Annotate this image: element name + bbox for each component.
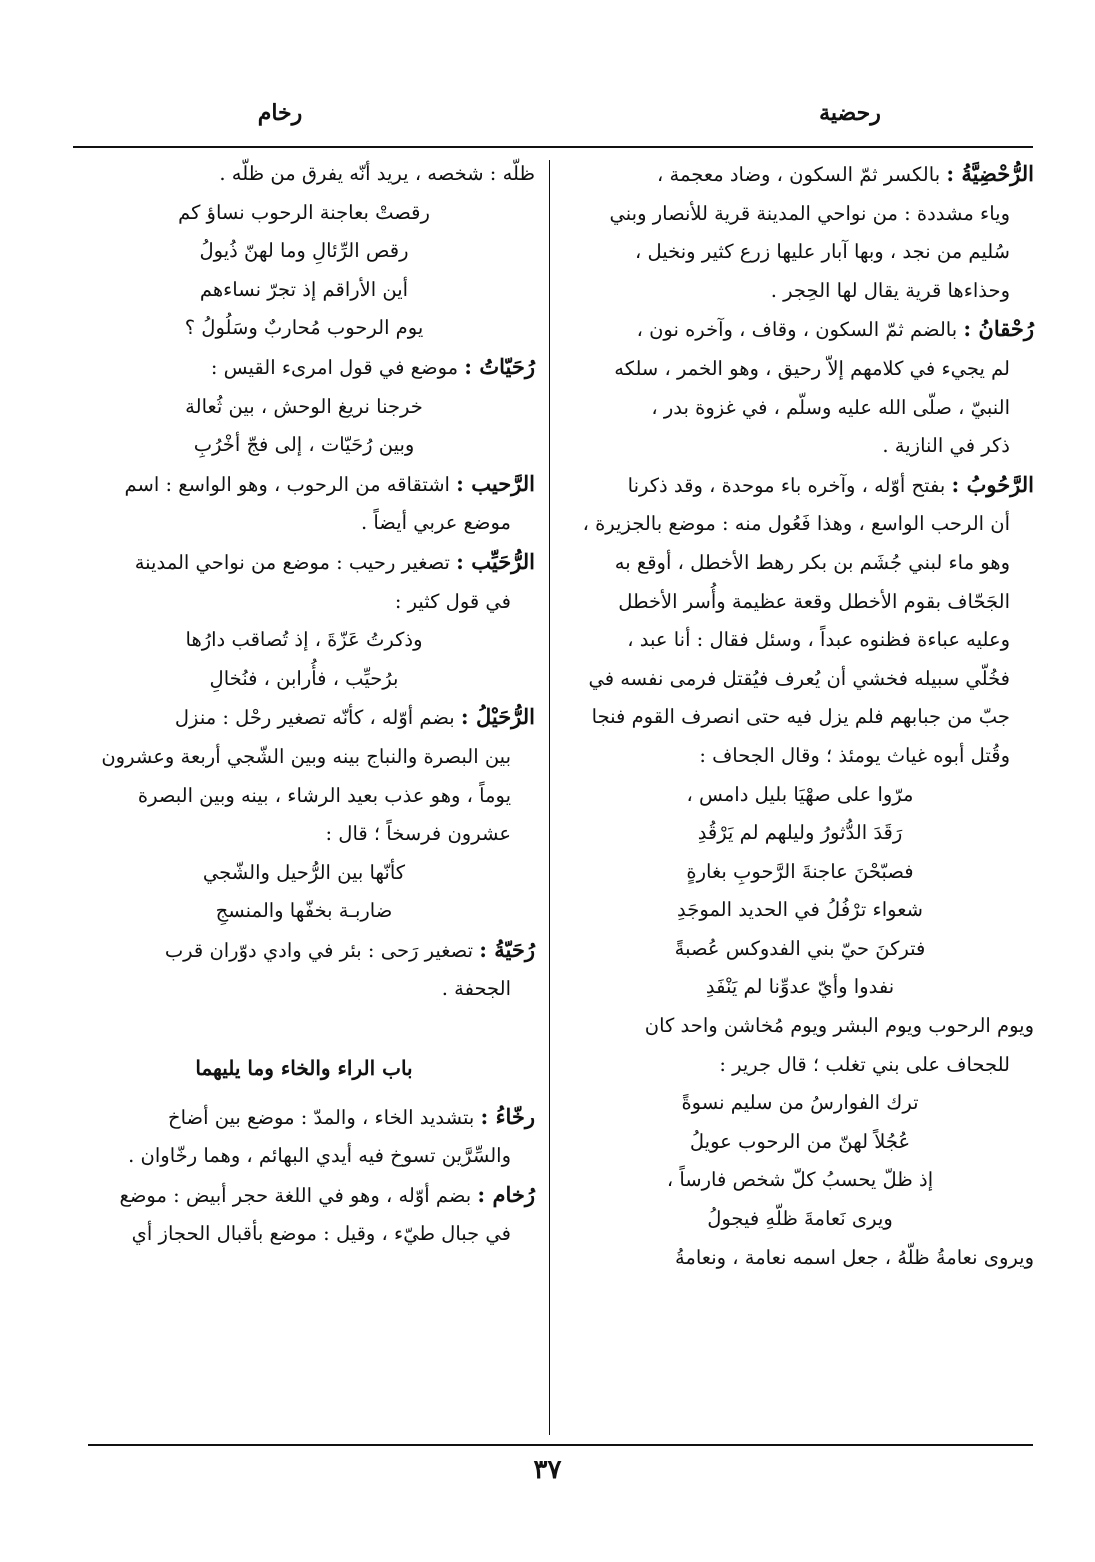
entry-line: ذكر في النازية . [882, 434, 1010, 458]
entry-text: تصغير رَحى : بئر في وادي دوّران قرب [164, 938, 474, 962]
verse-line: خرجنا نريغ الوحش ، بين ثُعالة [185, 394, 423, 418]
left-column [73, 155, 535, 1254]
entry-al-ruhayl [73, 698, 535, 738]
headword: الرَّحيب : [456, 470, 535, 496]
entry-line: وحذاءها قرية يقال لها الحِجر . [770, 278, 1010, 302]
entry-ruhayya [73, 931, 535, 971]
headword: الرَّحُوبُ : [951, 471, 1034, 497]
verse-line: إذ ظلّ يحسبُ كلّ شخص فارساً ، [666, 1168, 934, 1192]
entry-line: فخُلّي سبيله فخشي أن يُعرف فيُقتل فرمى نفسه في [588, 666, 1010, 690]
entry-line: وياء مشددة : من نواحي المدينة قرية للأنصار وبني [609, 201, 1010, 225]
section-title: باب الراء والخاء وما يليهما [195, 1056, 413, 1081]
entry-line: لم يجيء في كلامهم إلاّ رحيق ، وهو الخمر ، سلكه [614, 356, 1010, 380]
page-number: ٣٧ [533, 1455, 562, 1485]
poem-verse [73, 388, 535, 465]
right-column [566, 155, 1034, 1277]
header-rule [73, 146, 1033, 148]
entry-line: وعليه عباءة فظنوه عبداً ، وسئل فقال : أنا عبد ، [627, 628, 1010, 652]
verse-line: مرّوا على صهْيَا بليل دامس ، [686, 782, 914, 806]
verse-line: رقصتْ بعاجنة الرحوب نساؤ كم [178, 200, 430, 224]
entry-line: وقُتل أبوه غياث يومئذ ؛ وقال الجحاف : [699, 743, 1010, 767]
headword: رُحَيّاتُ : [464, 353, 535, 379]
footer-rule [88, 1444, 1033, 1446]
verse-line: ترك الفوارسُ من سليم نسوةً [681, 1091, 919, 1115]
verse-line: برُحيِّب ، فأُرابن ، فنُخالِ [209, 666, 399, 690]
entry-line: بين البصرة والنباج بينه وبين الشّجي أربعة وعشرون [101, 744, 511, 768]
verse-line: عُجُلاً لهنّ من الرحوب عويلُ [689, 1129, 911, 1153]
poem-verse [73, 854, 535, 931]
entry-line: للجحاف على بني تغلب ؛ قال جرير : [719, 1052, 1010, 1076]
entry-line: موضع عربي أيضاً . [360, 511, 511, 535]
headword: رُخام : [477, 1181, 535, 1207]
entry-line: النبيّ ، صلّى الله عليه وسلّم ، في غزوة بدر ، [651, 395, 1010, 419]
entry-line: الجَحّاف بقوم الأخطل وقعة عظيمة وأُسر الأخطل [618, 589, 1010, 613]
entry-line: ويوم الرحوب ويوم البشر ويوم مُخاشن واحد كان [644, 1014, 1034, 1038]
verse-line: ضاربـة بخفّها والمنسجِ [215, 899, 393, 923]
poem-verse [73, 621, 535, 698]
entry-line: الجحفة . [441, 977, 511, 1001]
entry-text: بالكسر ثمّ السكون ، وضاد معجمة ، [657, 163, 941, 186]
verse-line: فتركنَ حيّ بني الفدوكس عُصبةً [674, 936, 926, 960]
poem-verse [566, 1084, 1034, 1238]
verse-line: يوم الرحوب مُحاربٌ وسَلُولُ ؟ [184, 316, 424, 340]
headword: رخّاءُ : [480, 1103, 535, 1129]
entry-al-rahub [566, 466, 1034, 506]
entry-text: بالضم ثمّ السكون ، وقاف ، وآخره نون ، [636, 318, 958, 342]
verse-line: ويرى نَعامةَ ظلّهِ فيجولُ [707, 1207, 893, 1231]
entry-line: ويروى نعامةُ ظلّهُ ، جعل اسمه نعامة ، ونعامةُ [674, 1245, 1034, 1269]
entry-ruhayyat [73, 348, 535, 388]
column-divider [549, 160, 550, 1435]
headword: الرُّحَيِّب : [456, 548, 535, 574]
entry-line: وهو ماء لبني جُشَم بن بكر رهط الأخطل ، أوقع به [614, 550, 1010, 574]
entry-line: في قول كثير : [394, 589, 511, 613]
verse-line: رقص الرِّئالِ وما لهنّ ذُيولُ [199, 239, 409, 263]
verse-line: شعواء ترْفُلُ في الحديد الموجَدِ [677, 898, 923, 922]
verse-line: كأنّها بين الرُّحيل والشّجي [202, 860, 406, 884]
verse-line: رَقَدَ الدُّثورُ وليلهم لم يَرْقُدِ [697, 821, 903, 845]
entry-line: في جبال طيّء ، وقيل : موضع بأقبال الحجاز أي [131, 1222, 511, 1246]
entry-rukham [73, 1176, 535, 1216]
poem-verse [73, 194, 535, 348]
headword: رُحَيّةُ : [479, 936, 535, 962]
entry-line: ظلّه : شخصه ، يريد أنّه يفرق من ظلّه . [219, 162, 535, 185]
entry-line: والسِّرَّين تسوخ فيه أيدي البهائم ، وهما رخّاوان . [128, 1144, 511, 1168]
running-header-right: رحضية [819, 100, 881, 126]
entry-line: سُليم من نجد ، وبها آبار عليها زرع كثير ونخيل ، [634, 240, 1010, 264]
verse-line: فصبّحْنَ عاجنةَ الرَّحوبِ بغارةٍ [686, 859, 914, 883]
entry-rukhkha [73, 1098, 535, 1138]
entry-text: موضع في قول امرىء القيس : [210, 355, 459, 379]
headword: الرُّحْضِيَّةُ : [946, 161, 1034, 186]
entry-text: بضم أوّله ، وهو في اللغة حجر أبيض : موضع [119, 1183, 472, 1207]
verse-line: وذكرتُ عَزّةَ ، إذ تُصاقب دارُها [185, 628, 423, 652]
headword: الرُّحَيْلُ : [460, 704, 535, 730]
entry-text: بفتح أوّله ، وآخره باء موحدة ، وقد ذكرنا [627, 473, 946, 497]
entry-ruhqan [566, 310, 1034, 350]
entry-line: أن الرحب الواسع ، وهذا فَعُول منه : موضع بالجزيرة ، [582, 512, 1010, 536]
headword: رُحْقانُ : [963, 316, 1034, 342]
running-header-left: رخام [257, 100, 303, 126]
verse-line: أين الأراقم إذ تجرّ نساءهم [199, 277, 409, 301]
entry-al-ruhayyib [73, 543, 535, 583]
verse-line: وبين رُحَيّات ، إلى فجّ أخْرُبِ [193, 433, 415, 457]
entry-al-ruhdiyya [566, 155, 1034, 195]
entry-line: يوماً ، وهو عذب بعيد الرشاء ، بينه وبين البصرة [137, 783, 511, 807]
poem-verse [566, 776, 1034, 1008]
entry-text: تصغير رحيب : موضع من نواحي المدينة [134, 550, 450, 574]
entry-text: بضم أوّله ، كأنّه تصغير رحْل : منزل [174, 706, 455, 730]
entry-text: بتشديد الخاء ، والمدّ : موضع بين أضاخ [168, 1105, 475, 1129]
entry-text: اشتقاقه من الرحوب ، وهو الواسع : اسم [124, 472, 450, 496]
entry-al-rahib [73, 465, 535, 505]
entry-line: عشرون فرسخاً ؛ قال : [325, 822, 511, 846]
entry-line: جبّ من جبابهم فلم يزل فيه حتى انصرف القوم فنجا [591, 705, 1010, 729]
verse-line: نفدوا وأيّ عدوِّنا لم يَنْفَدِ [705, 975, 895, 999]
